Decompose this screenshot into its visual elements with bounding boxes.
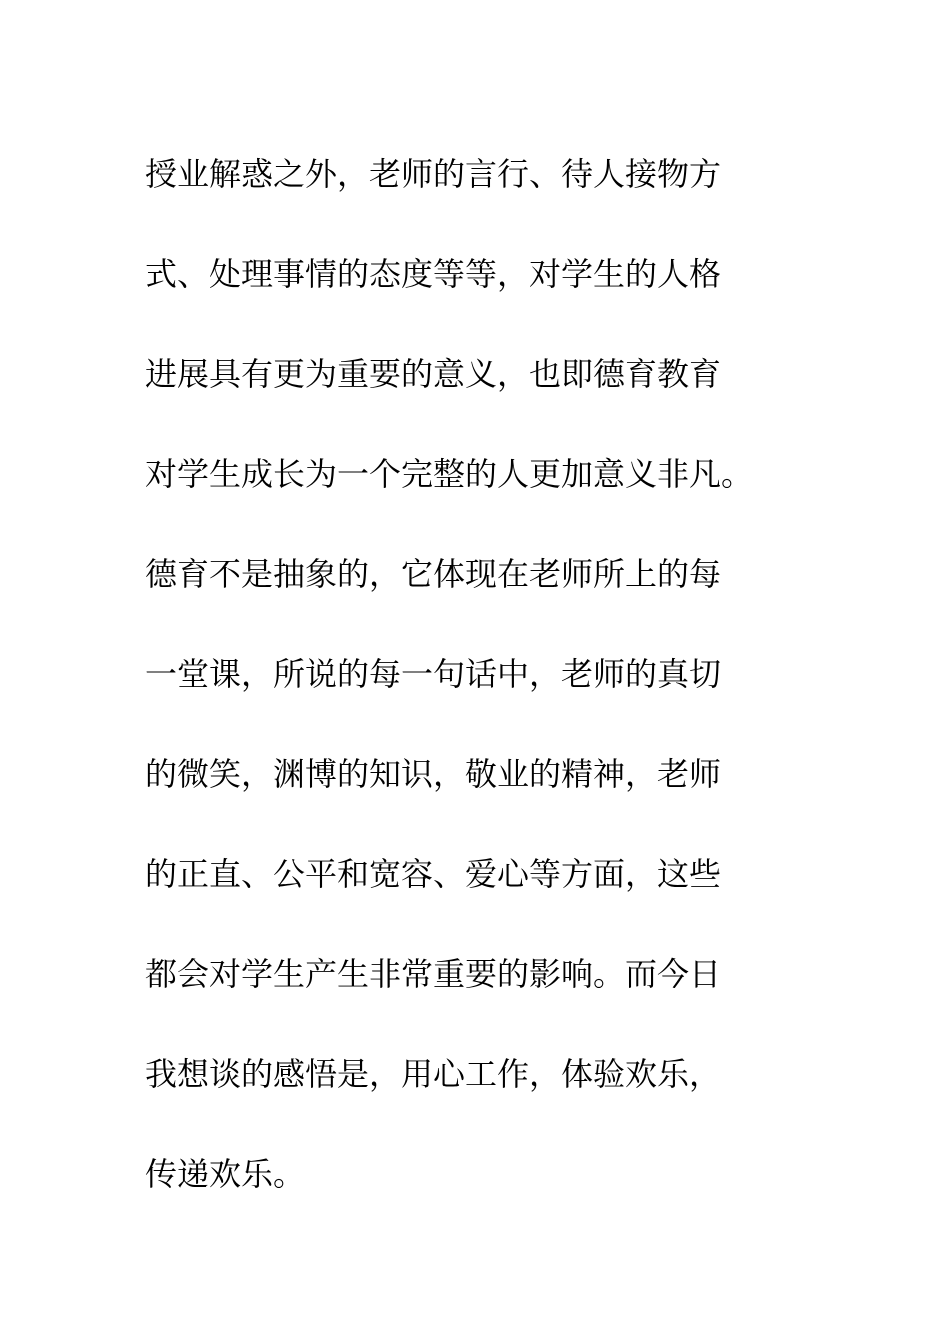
text-line-3: 进展具有更为重要的意义，也即德育教育	[145, 355, 722, 393]
text-line-6: 一堂课，所说的每一句话中，老师的真切	[145, 655, 722, 693]
text-line-8: 的正直、公平和宽容、爱心等方面，这些	[145, 855, 722, 893]
text-line-5: 德育不是抽象的，它体现在老师所上的每	[145, 555, 722, 593]
text-line-7: 的微笑，渊博的知识，敬业的精神，老师	[145, 755, 722, 793]
text-line-11: 传递欢乐。	[145, 1155, 306, 1193]
text-line-1: 授业解惑之外，老师的言行、待人接物方	[145, 155, 722, 193]
text-line-9: 都会对学生产生非常重要的影响。而今日	[145, 955, 722, 993]
text-line-4: 对学生成长为一个完整的人更加意义非凡。	[145, 455, 754, 493]
text-line-10: 我想谈的感悟是，用心工作，体验欢乐，	[145, 1055, 722, 1093]
body-paragraph	[145, 124, 825, 1224]
text-line-2: 式、处理事情的态度等等，对学生的人格	[145, 255, 722, 293]
